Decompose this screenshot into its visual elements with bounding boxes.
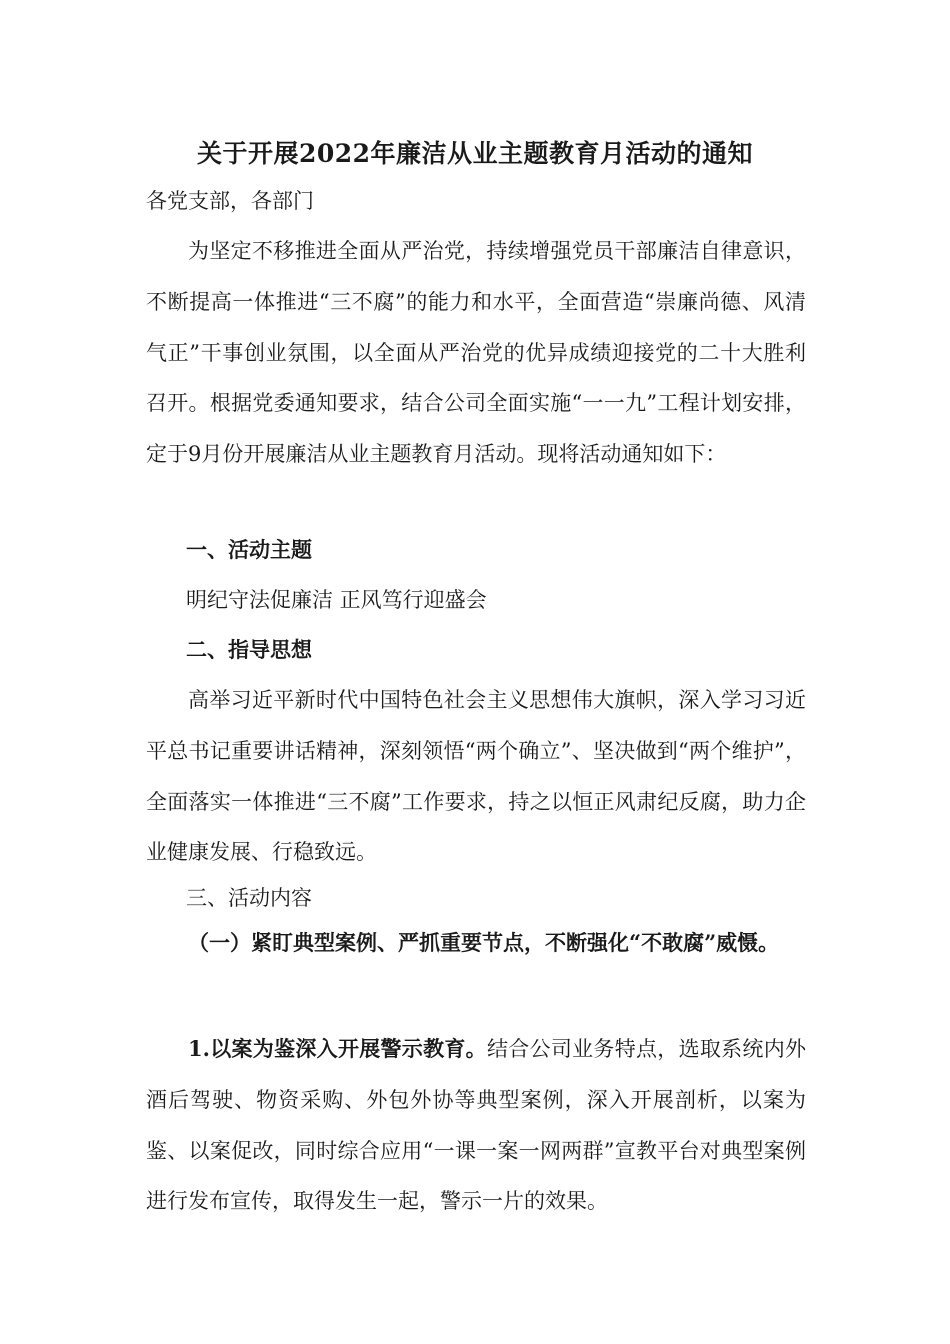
intro-paragraph: 为坚定不移推进全面从严治党，持续增强党员干部廉洁自律意识，不断提高一体推进“三不腐”的能力和水平，全面营造“崇廉尚德、风清气正”干事创业氛围，以全面从严治党的优异成绩迎接党的二十大胜利召开。根据党委通知要求，结合公司全面实施“一一九”工程计划安排，定于9月份开展廉洁从业主题教育月活动。现将活动通知如下：	[146, 239, 806, 467]
subsection-heading-deterrence: （一）紧盯典型案例、严抓重要节点，不断强化“不敢腐”威慑。	[188, 930, 780, 955]
section-heading-theme: 一、活动主题	[186, 537, 312, 562]
document-title: 关于开展2022年廉洁从业主题教育月活动的通知	[196, 139, 754, 168]
item-paragraph-warning-education	[146, 1024, 806, 1227]
item-body-text: 结合公司业务特点，选取系统内外酒后驾驶、物资采购、外包外协等典型案例，深入开展剖析，以案为鉴、以案促改，同时综合应用“一课一案一网两群”宣教平台对典型案例进行发布宣传，取得发生一起，警示一片的效果。	[146, 1037, 807, 1214]
section-heading-guiding-ideology: 二、指导思想	[186, 637, 312, 662]
activity-theme-text: 明纪守法促廉洁 正风笃行迎盛会	[186, 588, 487, 612]
section-heading-activity-content: 三、活动内容	[186, 886, 312, 910]
salutation: 各党支部，各部门	[146, 189, 314, 213]
guiding-ideology-paragraph: 高举习近平新时代中国特色社会主义思想伟大旗帜，深入学习习近平总书记重要讲话精神，深刻领悟“两个确立”、坚决做到“两个维护”，全面落实一体推进“三不腐”工作要求，持之以恒正风肃纪反腐，助力企业健康发展、行稳致远。	[146, 688, 806, 865]
item-lead-text: 1.以案为鉴深入开展警示教育。	[188, 1036, 487, 1061]
